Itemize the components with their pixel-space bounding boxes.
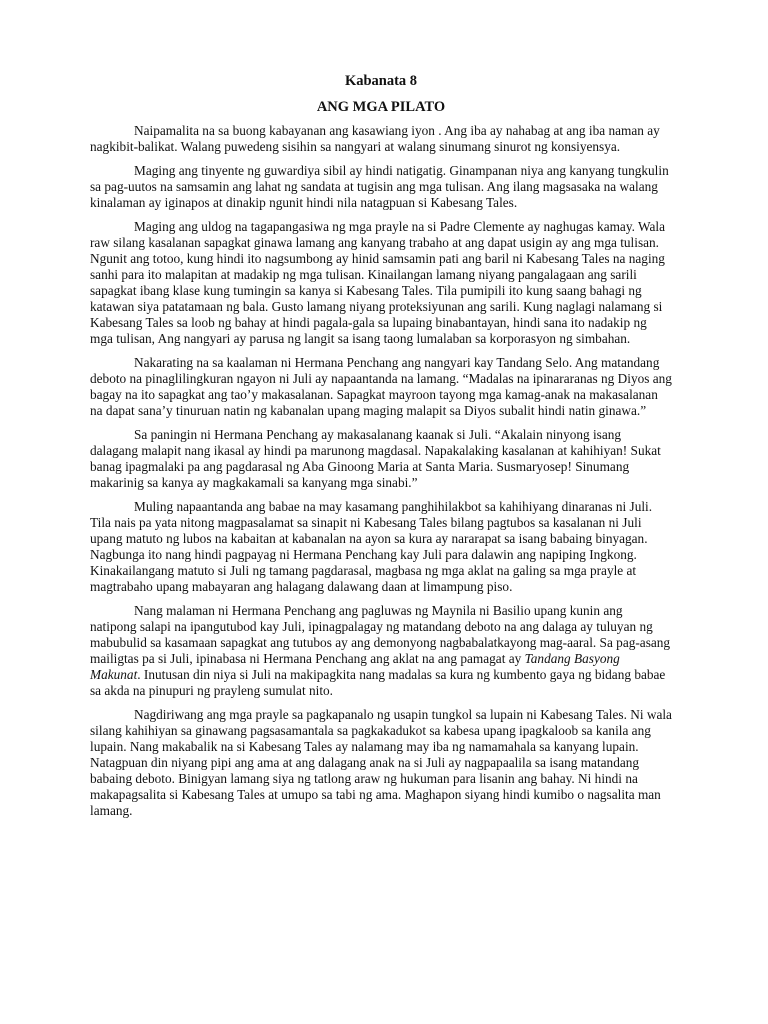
chapter-title: ANG MGA PILATO — [316, 99, 446, 115]
paragraph-text: Nakarating na sa kaalaman ni Hermana Penchang ang nangyari kay Tandang Selo. Ang matandang deboto na pinaglilingkuran ngayon ni Juli ay napaantanda na lamang. “Madalas na ipinararanas ng Diyos ang bagay na ito sapagkat ang tao’y makasalanan. Sapagkat mayroon tayong mga kamag-anak na makasalanan na dapat sana’y tinuruan natin ng kabanalan upang maging malapit sa Diyos subalit hindi natin ginawa.” — [90, 355, 672, 418]
document-page — [90, 72, 672, 819]
paragraph-text: Muling napaantanda ang babae na may kasamang panghihilakbot sa kahihiyang dinaranas ni Juli. Tila nais pa yata nitong magpasalamat sa sinapit ni Kabesang Tales bilang pagtubos sa kasalanan ni Juli upang matuto ng lubos na kabaitan at kabanalan na ayon sa kura ay nararapat sa isang babaing binyagan. Nagbunga ito nang hindi pagpayag ni Hermana Penchang kay Juli para dalawin ang napiping Ingkong. Kinakailangang matuto si Juli ng tamang pagdarasal, magbasa ng mga aklat na galing sa mga prayle at magtrabaho upang mabayaran ang halagang dalawang daan at limampung piso. — [90, 499, 653, 594]
paragraph-text: Sa paningin ni Hermana Penchang ay makasalanang kaanak si Juli. “Akalain ninyong isang dalagang malapit nang ikasal ay hindi pa marunong magdasal. Napakalaking kasalanan at kahihiyan! Sukat banag ipagmalaki pa ang pagdarasal ng Aba Ginoong Maria at Santa Maria. Susmaryosep! Sinumang makarinig sa kanya ay magkakamali sa kanyang mga sinabi.” — [90, 427, 661, 490]
body-paragraph — [90, 427, 672, 491]
body-paragraph — [90, 355, 672, 419]
body-paragraph — [90, 603, 672, 699]
body-text — [90, 123, 672, 819]
body-paragraph — [90, 123, 672, 155]
book-title-italic: Tandang Basyong Makunat — [90, 651, 620, 682]
paragraph-text: Maging ang tinyente ng guwardiya sibil ay hindi natigatig. Ginampanan niya ang kanyang tungkulin sa pag-uutos na samsamin ang lahat ng sandata at tugisin ang mga tulisan. Ang ilang magsasaka na walang kinalaman ay iginapos at dinakip ngunit hindi nila natagpuan si Kabesang Tales. — [90, 163, 669, 210]
paragraph-text: . Inutusan din niya si Juli na makipagkita nang madalas sa kura ng kumbento gaya ng bidang babae sa akda na pinupuri ng prayleng sumulat nito. — [90, 667, 666, 698]
chapter-heading: Kabanata 8 — [344, 73, 418, 89]
body-paragraph — [90, 707, 672, 819]
body-paragraph — [90, 163, 672, 211]
body-paragraph — [90, 219, 672, 347]
paragraph-text: Nagdiriwang ang mga prayle sa pagkapanalo ng usapin tungkol sa lupain ni Kabesang Tales. Ni wala silang kahihiyan sa ginawang pagsasamantala sa pagkakadukot sa kabesa upang ipagkaloob sa kanila ang lupain. Nang makabalik na si Kabesang Tales ay nalamang may iba ng namamahala sa kanyang lupain. Natagpuan din niyang pipi ang ama at ang dalagang anak na si Juli ay nagpapaalila sa isang matandang babaing deboto. Binigyan lamang siya ng tatlong araw ng hukuman para lisanin ang bahay. Ni hindi na makapagsalita si Kabesang Tales at umupo sa tabi ng ama. Maghapon siyang hindi kumibo o nagsalita man lamang. — [90, 707, 672, 818]
paragraph-text: Nang malaman ni Hermana Penchang ang pagluwas ng Maynila ni Basilio upang kunin ang natipong salapi na ipangutubod kay Juli, ipinagpalagay ng matandang deboto na ang dalaga ay tuluyan ng mabubulid sa kasamaan sapagkat ang tutubos ay ang demonyong nagbabalatkayong mag-aaral. Sa pag-asang mailigtas pa si Juli, ipinabasa ni Hermana Penchang ang aklat na ang pamagat ay — [90, 603, 671, 666]
paragraph-text: Naipamalita na sa buong kabayanan ang kasawiang iyon . Ang iba ay nahabag at ang iba naman ay nagkibit-balikat. Walang puwedeng sisihin sa nangyari at walang sinumang sinurot ng konsiyensya. — [90, 123, 660, 154]
body-paragraph — [90, 499, 672, 595]
paragraph-text: Maging ang uldog na tagapangasiwa ng mga prayle na si Padre Clemente ay naghugas kamay. Wala raw silang kasalanan sapagkat ginawa lamang ang kanyang trabaho at ang dapat usigin ay ang mga tulisan. Ngunit ang totoo, kung hindi ito nagsumbong ay hinid samsamin pati ang baril ni Kabesang Tales na naging sanhi para ito malapitan at madakip ng mga tulisan. Kinailangan lamang niyang pangalagaan ang sarili sapagkat ibang klase kung tumingin sa kanya si Kabesang Tales. Tila pumipili ito kung saang bahagi ng katawan siya patatamaan ng bala. Gusto lamang niyang proteksiyunan ang sarili. Kung naglagi nalamang si Kabesang Tales sa loob ng bahay at hindi pagala-gala sa lupaing binabantayan, hindi sana ito nadakip ng mga tulisan, Ang nangyari ay parusa ng langit sa isang taong lumalaban sa korporasyon ng simbahan. — [90, 219, 666, 346]
